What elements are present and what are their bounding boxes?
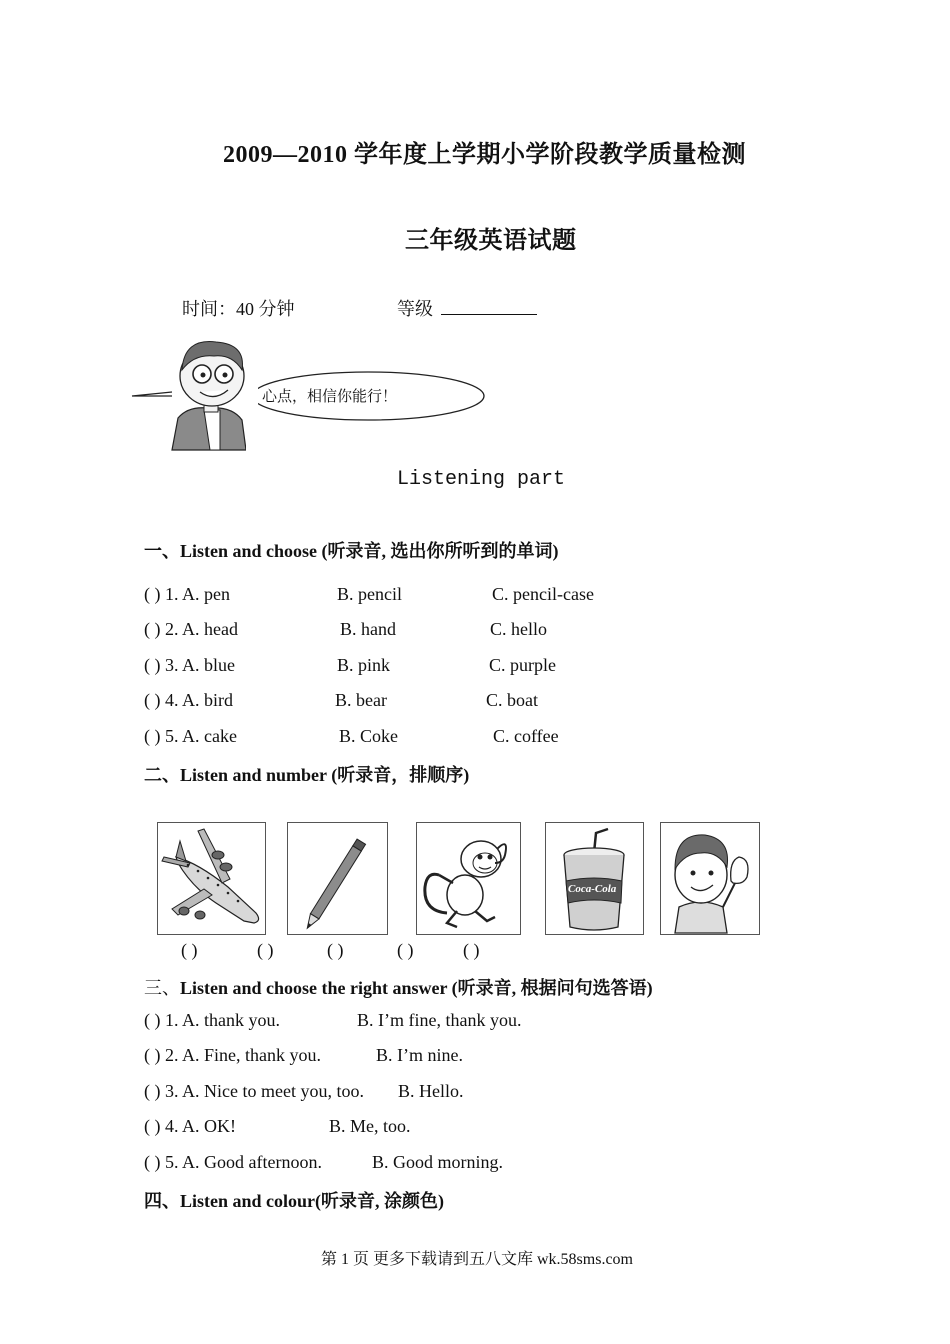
s3-q1-b: B. I’m fine, thank you.: [357, 1010, 522, 1030]
s1-q1-c: C. pencil-case: [492, 584, 594, 604]
section3-heading: [144, 974, 653, 1000]
monkey-picture: [416, 822, 521, 935]
s3-q3-b: B. Hello.: [398, 1081, 464, 1101]
time-label: 时间：40 分钟: [182, 299, 295, 319]
grade-blank: [441, 300, 537, 315]
cup-logo-text: Coca-Cola: [568, 883, 617, 895]
s3-q2-a: ( ) 2. A. Fine, thank you.: [144, 1045, 321, 1065]
s3-q5-b: B. Good morning.: [372, 1152, 504, 1172]
cola-cup-icon: [546, 823, 643, 934]
s3-q5-a: ( ) 5. A. Good afternoon.: [144, 1152, 322, 1172]
s1-q2-b: B. hand: [340, 619, 396, 639]
grade-label: 等级: [397, 299, 433, 319]
s1-q4-a: ( ) 4. A. bird: [144, 690, 233, 710]
s1-q1-b: B. pencil: [337, 584, 402, 604]
number-paren-2[interactable]: ( ): [257, 940, 274, 960]
s1-q1-a: ( ) 1. A. pen: [144, 584, 230, 604]
s1-q5-c: C. coffee: [493, 726, 559, 746]
speech-bubble-text: 心点，相信你能行！: [262, 389, 398, 405]
s1-q3-c: C. purple: [489, 655, 556, 675]
number-paren-3[interactable]: ( ): [327, 940, 344, 960]
section3-heading-text: Listen and choose the right answer (听录音, 根据问句选答语): [180, 978, 653, 998]
s3-q1-a: ( ) 1. A. thank you.: [144, 1010, 280, 1030]
section2-heading: 二、Listen and number (听录音，排顺序): [144, 765, 470, 785]
airplane-picture: [157, 822, 266, 935]
number-paren-1[interactable]: ( ): [181, 940, 198, 960]
exam-subtitle: 三年级英语试题: [405, 228, 577, 254]
s1-q4-b: B. bear: [335, 690, 387, 710]
s1-q3-a: ( ) 3. A. blue: [144, 655, 235, 675]
number-paren-5[interactable]: ( ): [463, 940, 480, 960]
section4-heading: 四、Listen and colour(听录音, 涂颜色): [144, 1191, 445, 1211]
s3-q4-a: ( ) 4. A. OK!: [144, 1116, 236, 1136]
number-paren-4[interactable]: ( ): [397, 940, 414, 960]
s1-q2-a: ( ) 2. A. head: [144, 619, 238, 639]
s1-q5-a: ( ) 5. A. cake: [144, 726, 237, 746]
s3-q3-a: ( ) 3. A. Nice to meet you, too.: [144, 1081, 364, 1101]
section3-heading-prefix: 三、: [144, 978, 180, 998]
listening-part-title: Listening part: [397, 468, 566, 491]
cola-cup-picture: [545, 822, 644, 935]
pencil-picture: [287, 822, 388, 935]
monkey-icon: [417, 823, 520, 934]
s3-q4-b: B. Me, too.: [329, 1116, 411, 1136]
boy-waving-icon: [661, 823, 759, 934]
s1-q5-b: B. Coke: [339, 726, 399, 746]
s3-q2-b: B. I’m nine.: [376, 1045, 463, 1065]
s1-q3-b: B. pink: [337, 655, 391, 675]
s1-q2-c: C. hello: [490, 619, 547, 639]
section1-heading: 一、Listen and choose (听录音, 选出你所听到的单词): [144, 541, 559, 561]
page-footer: 第 1 页 更多下载请到五八文库 wk.58sms.com: [321, 1251, 634, 1268]
s1-q4-c: C. boat: [486, 690, 538, 710]
pencil-icon: [288, 823, 387, 934]
grade-field: [397, 295, 537, 321]
boy-picture: [660, 822, 760, 935]
exam-title: 2009—2010 学年度上学期小学阶段教学质量检测: [223, 142, 746, 168]
airplane-icon: [158, 823, 265, 934]
